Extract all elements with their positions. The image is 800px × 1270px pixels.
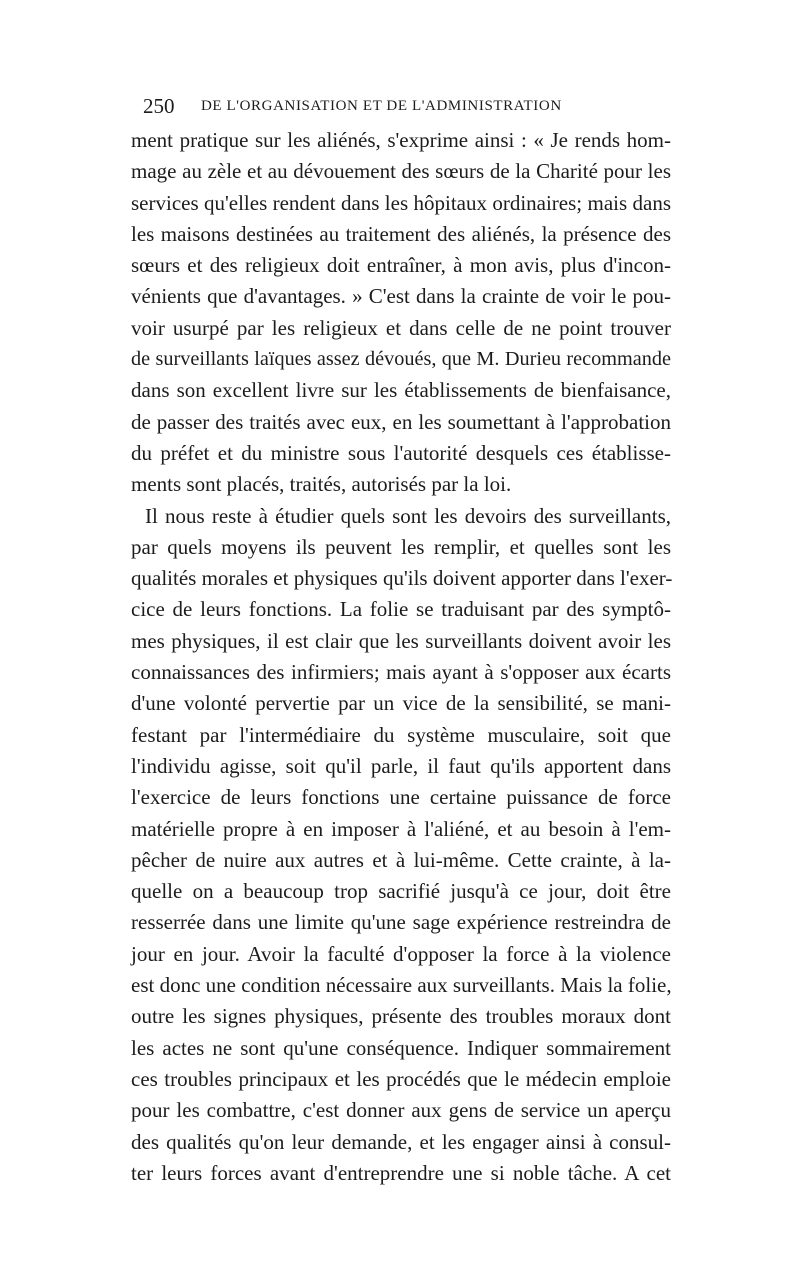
text-line: vénients que d'avantages. » C'est dans la crainte de voir le pou-	[131, 284, 671, 309]
text-line: voir usurpé par les religieux et dans celle de ne point trouver	[131, 315, 671, 340]
text-line: cice de leurs fonctions. La folie se traduisant par des symptô-	[131, 597, 671, 622]
page-number: 250	[143, 94, 175, 118]
text-line: de surveillants laïques assez dévoués, que M. Durieu recommande	[131, 348, 671, 371]
text-line: festant par l'intermédiaire du système musculaire, soit que	[131, 722, 671, 747]
text-line: d'une volonté pervertie par un vice de la sensibilité, se mani-	[131, 691, 671, 716]
text-line: mes physiques, il est clair que les surveillants doivent avoir les	[131, 628, 671, 653]
text-line: quelle on a beaucoup trop sacrifié jusqu'à ce jour, doit être	[131, 879, 671, 904]
text-line: resserrée dans une limite qu'une sage expérience restreindra de	[131, 910, 671, 935]
text-line: outre les signes physiques, présente des troubles moraux dont	[131, 1004, 671, 1029]
text-line: les maisons destinées au traitement des aliénés, la présence des	[131, 221, 671, 246]
text-line: les actes ne sont qu'une conséquence. Indiquer sommairement	[131, 1035, 671, 1060]
text-line: jour en jour. Avoir la faculté d'opposer la force à la violence	[131, 941, 671, 966]
text-line: services qu'elles rendent dans les hôpitaux ordinaires; mais dans	[131, 190, 671, 215]
text-line: l'exercice de leurs fonctions une certaine puissance de force	[131, 785, 671, 810]
text-line: ces troubles principaux et les procédés que le médecin emploie	[131, 1066, 671, 1091]
text-line: pour les combattre, c'est donner aux gens de service un aperçu	[131, 1098, 671, 1123]
text-line: de passer des traités avec eux, en les soumettant à l'approbation	[131, 409, 671, 434]
text-line: ment pratique sur les aliénés, s'exprime ainsi : « Je rends hom-	[131, 128, 671, 152]
text-line: du préfet et du ministre sous l'autorité desquels ces établisse-	[131, 440, 671, 465]
text-line: mage au zèle et au dévouement des sœurs de la Charité pour les	[131, 159, 671, 184]
text-line: ter leurs forces avant d'entreprendre une si noble tâche. A cet	[131, 1160, 671, 1185]
text-line: matérielle propre à en imposer à l'aliéné, et au besoin à l'em-	[131, 816, 671, 841]
text-line: ments sont placés, traités, autorisés par la loi.	[131, 472, 512, 497]
text-line: par quels moyens ils peuvent les remplir, et quelles sont les	[131, 534, 671, 559]
text-line: des qualités qu'on leur demande, et les engager ainsi à consul-	[131, 1129, 671, 1154]
text-line: dans son excellent livre sur les établissements de bienfaisance,	[131, 378, 671, 403]
running-head	[143, 92, 673, 120]
text-line: qualités morales et physiques qu'ils doivent apporter dans l'exer-	[131, 566, 673, 591]
text-line: connaissances des infirmiers; mais ayant à s'opposer aux écarts	[131, 660, 671, 685]
text-line: l'individu agisse, soit qu'il parle, il faut qu'ils apportent dans	[131, 753, 671, 778]
text-line: Il nous reste à étudier quels sont les devoirs des surveillants,	[145, 503, 671, 528]
text-line: sœurs et des religieux doit entraîner, à mon avis, plus d'incon-	[131, 253, 671, 278]
text-line: est donc une condition nécessaire aux surveillants. Mais la folie,	[131, 973, 672, 998]
text-line: pêcher de nuire aux autres et à lui-même. Cette crainte, à la-	[131, 847, 671, 872]
body-text	[131, 125, 671, 1189]
running-title: DE L'ORGANISATION ET DE L'ADMINISTRATION	[201, 98, 562, 114]
